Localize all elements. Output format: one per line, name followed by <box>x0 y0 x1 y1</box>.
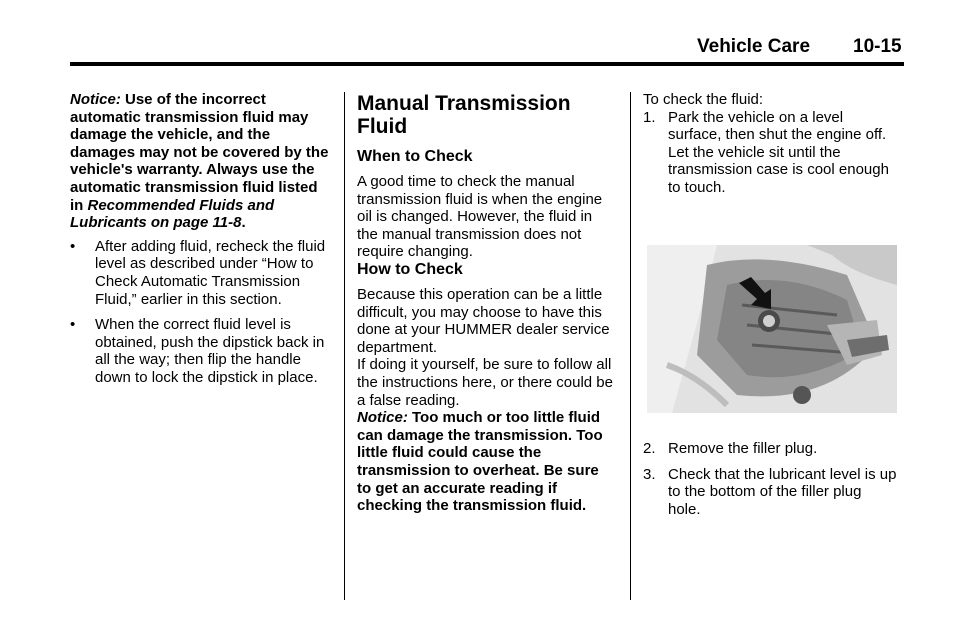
column-middle <box>357 92 615 515</box>
list-item <box>643 109 898 197</box>
list-item <box>643 466 898 519</box>
notice-reference-link[interactable]: Recommended Fluids and Lubricants on page 11-8 <box>70 196 275 232</box>
bullet-icon: • <box>70 237 76 255</box>
step-number: 2. <box>643 440 656 457</box>
section-heading: Manual Transmission Fluid <box>357 92 571 138</box>
notice-label: Notice: <box>70 91 121 108</box>
page-number: 10-15 <box>853 36 902 57</box>
column-right-lower <box>643 440 898 526</box>
how-to-check-heading: How to Check <box>357 260 463 278</box>
notice-end: . <box>241 214 246 232</box>
column-right <box>643 91 898 205</box>
step-number: 3. <box>643 465 656 483</box>
notice-paragraph <box>70 91 332 232</box>
notice-text: Use of the incorrect automatic transmission fluid may damage the vehicle, and the damages may not be covered by the vehicle's warranty. Always use the automatic transmission fluid listed in <box>70 91 329 214</box>
list-item <box>70 238 332 308</box>
step-text: Remove the filler plug. <box>668 440 818 457</box>
steps-intro: To check the fluid: <box>643 91 764 108</box>
when-to-check-text: A good time to check the manual transmission fluid is when the engine oil is changed. However, the fluid in the manual transmission does not require changing. <box>357 173 603 261</box>
step-text: Park the vehicle on a level surface, then shut the engine off. Let the vehicle sit until the transmission case is cool enough to touch. <box>668 108 889 196</box>
bullet-text: After adding fluid, recheck the fluid level as described under “How to Check Automatic Transmission Fluid,” earlier in this section. <box>95 237 326 308</box>
notice-text: Too much or too little fluid can damage the transmission. Too little fluid could cause the transmission to overheat. Be sure to get an accurate reading if checking the transmission fluid. <box>357 409 603 515</box>
bullet-text: When the correct fluid level is obtained, push the dipstick back in all the way; then flip the handle down to lock the dipstick in place. <box>95 316 325 386</box>
column-divider-left <box>344 92 345 600</box>
bullet-icon: • <box>70 316 76 334</box>
notice-label: Notice: <box>357 409 408 427</box>
transmission-photo-image <box>647 245 897 413</box>
list-item <box>70 316 332 386</box>
notice-paragraph <box>357 409 607 515</box>
list-item <box>643 440 898 458</box>
column-left <box>70 91 332 395</box>
header-rule <box>70 62 904 66</box>
column-divider-right <box>630 92 631 600</box>
how-to-check-text-2: If doing it yourself, be sure to follow all the instructions here, or there could be a false reading. <box>357 356 613 409</box>
when-to-check-heading: When to Check <box>357 148 473 165</box>
transmission-filler-plug-illustration <box>647 245 897 413</box>
step-text: Check that the lubricant level is up to the bottom of the filler plug hole. <box>668 465 897 518</box>
how-to-check-text-1: Because this operation can be a little difficult, you may choose to have this done at your HUMMER dealer service department. <box>357 285 610 356</box>
step-number: 1. <box>643 108 656 126</box>
section-title: Vehicle Care <box>697 36 811 57</box>
